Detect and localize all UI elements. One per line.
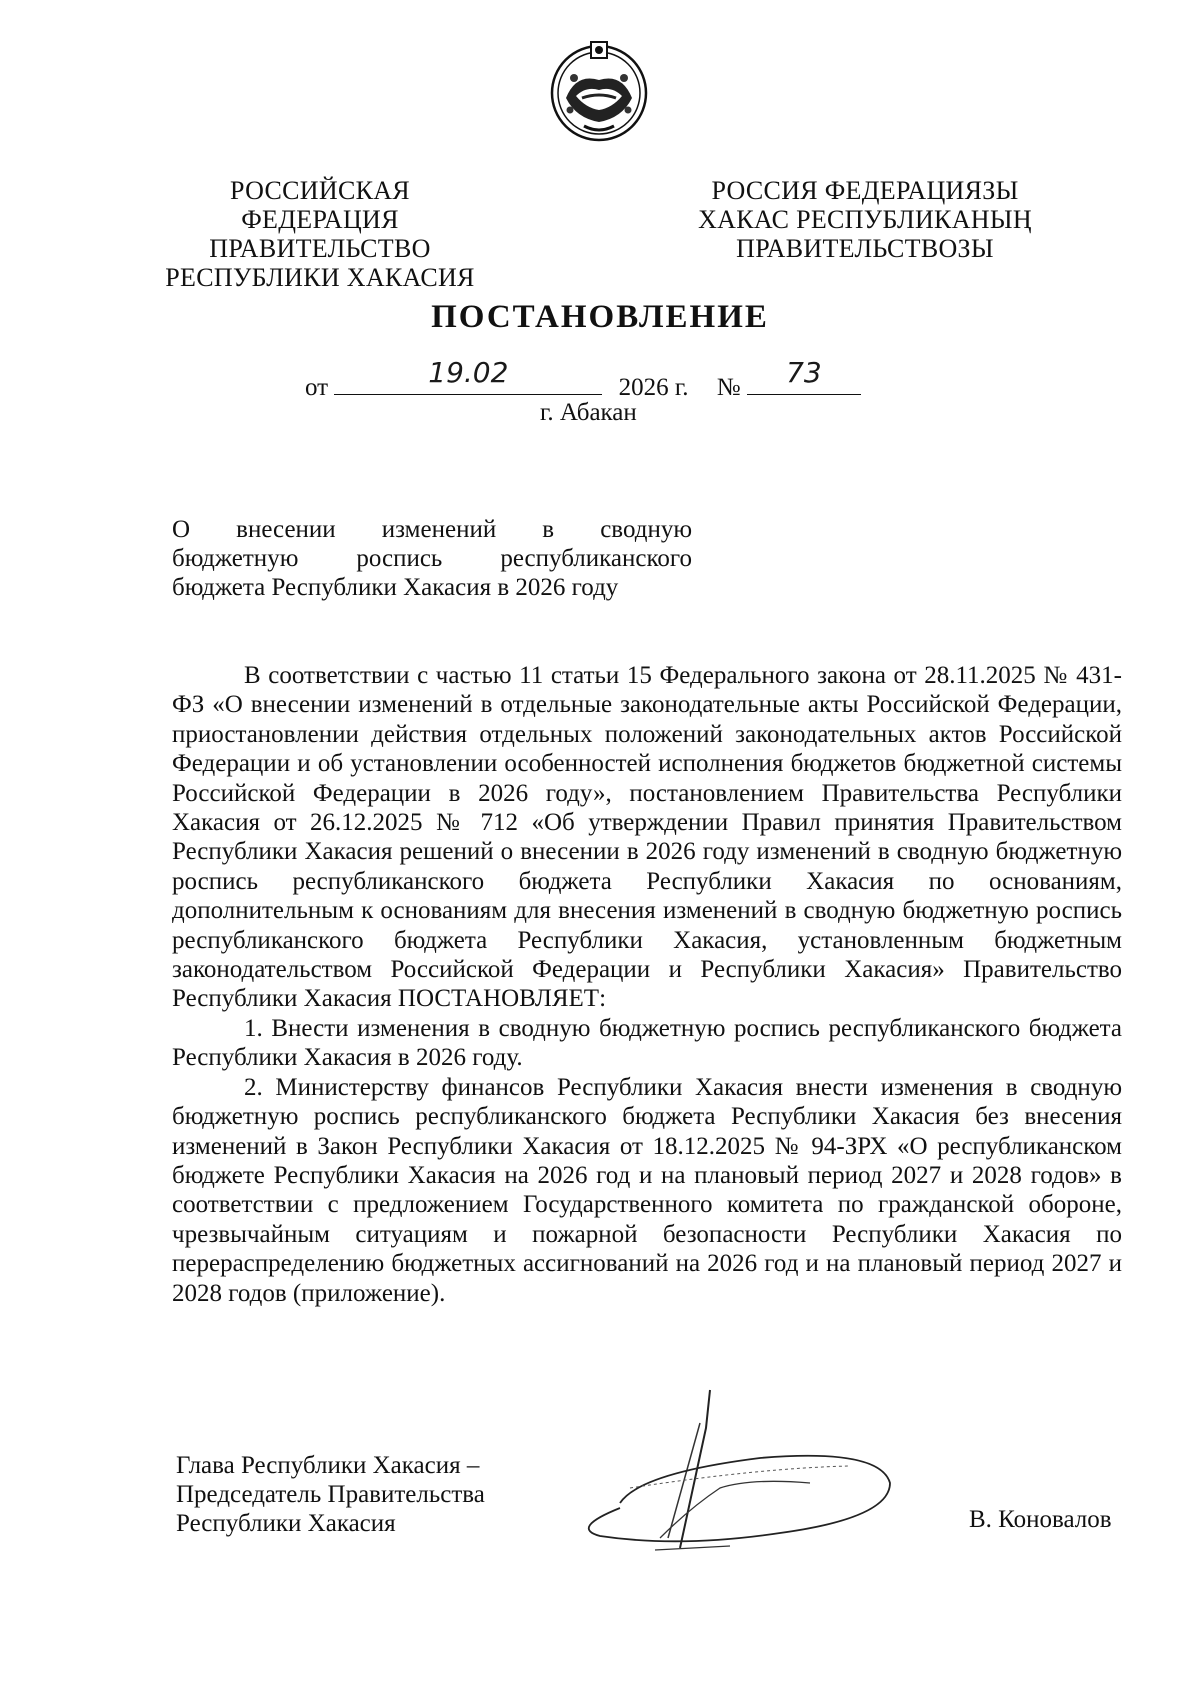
number-field [747, 356, 861, 395]
header-left [150, 176, 490, 292]
signatory-position-line: Республики Хакасия [176, 1510, 396, 1537]
number-label: № [716, 374, 741, 401]
header-right-line: РОССИЯ ФЕДЕРАЦИЯЗЫ [711, 176, 1019, 205]
body-item-1: 1. Внести изменения в сводную бюджетную роспись республиканского бюджета Республики Хакасия в 2026 году. [172, 1014, 1122, 1072]
coat-of-arms-icon [546, 38, 652, 144]
subject-line: О внесении изменений в сводную [172, 516, 692, 543]
header-right [680, 176, 1050, 263]
body-item-2: 2. Министерству финансов Республики Хакасия внести изменения в сводную бюджетную роспись республиканского бюджета Республики Хакасия без внесения изменений в Закон Республики Хакасия от 18.12.2025 № 94-ЗРХ «О республиканском бюджете Республики Хакасия на 2026 год и на плановый период 2027 и 2028 годов» в соответствии с предложением Государственного комитета по гражданской обороне, чрезвычайным ситуациям и пожарной безопасности Республики Хакасия по перераспределению бюджетных ассигнований на 2026 год и на плановый период 2027 и 2028 годов (приложение). [172, 1073, 1122, 1307]
city: г. Абакан [540, 399, 637, 426]
header-left-line: РЕСПУБЛИКИ ХАКАСИЯ [165, 263, 475, 292]
handwritten-signature-icon [560, 1388, 920, 1563]
body-preamble: В соответствии с частью 11 статьи 15 Федерального закона от 28.11.2025 № 431-ФЗ «О внесении изменений в отдельные законодательные акты Российской Федерации, приостановлении действия отдельных положений законодательных актов Российской Федерации и об установлении особенностей исполнения бюджетов бюджетной системы Российской Федерации в 2026 году», постановлением Правительства Республики Хакасия от 26.12.2025 № 712 «Об утверждении Правил принятия Правительством Республики Хакасия решений о внесении в 2026 году изменений в сводную бюджетную роспись республиканского бюджета Республики Хакасия по основаниям, дополнительным к основаниям для внесения изменений в сводную бюджетную роспись республиканского бюджета Республики Хакасия, установленным бюджетным законодательством Российской Федерации и Республики Хакасия» Правительство Республики Хакасия ПОСТАНОВЛЯЕТ: [172, 662, 1122, 1013]
document-type-title: ПОСТАНОВЛЕНИЕ [431, 299, 769, 335]
header-right-line: ХАКАС РЕСПУБЛИКАНЫҢ [698, 205, 1032, 234]
date-field [334, 356, 602, 395]
header-left-line: ПРАВИТЕЛЬСТВО [209, 234, 431, 263]
date-number-line [305, 356, 861, 402]
document-subject [172, 515, 692, 602]
header-right-line: ПРАВИТЕЛЬСТВОЗЫ [736, 234, 994, 263]
number-handwritten: 73 [786, 356, 822, 389]
signatory-position [176, 1451, 485, 1538]
document-body [172, 661, 1122, 1308]
date-prefix: от [305, 374, 329, 401]
subject-line: бюджетную роспись республиканского [172, 545, 692, 572]
signatory-position-line: Глава Республики Хакасия – [176, 1452, 480, 1479]
date-year: 2026 г. [618, 374, 689, 401]
signatory-name: В. Коновалов [969, 1506, 1112, 1533]
subject-line: бюджета Республики Хакасия в 2026 году [172, 574, 619, 601]
signatory-position-line: Председатель Правительства [176, 1481, 485, 1508]
date-handwritten: 19.02 [428, 356, 509, 389]
header-left-line: РОССИЙСКАЯ ФЕДЕРАЦИЯ [230, 176, 410, 234]
